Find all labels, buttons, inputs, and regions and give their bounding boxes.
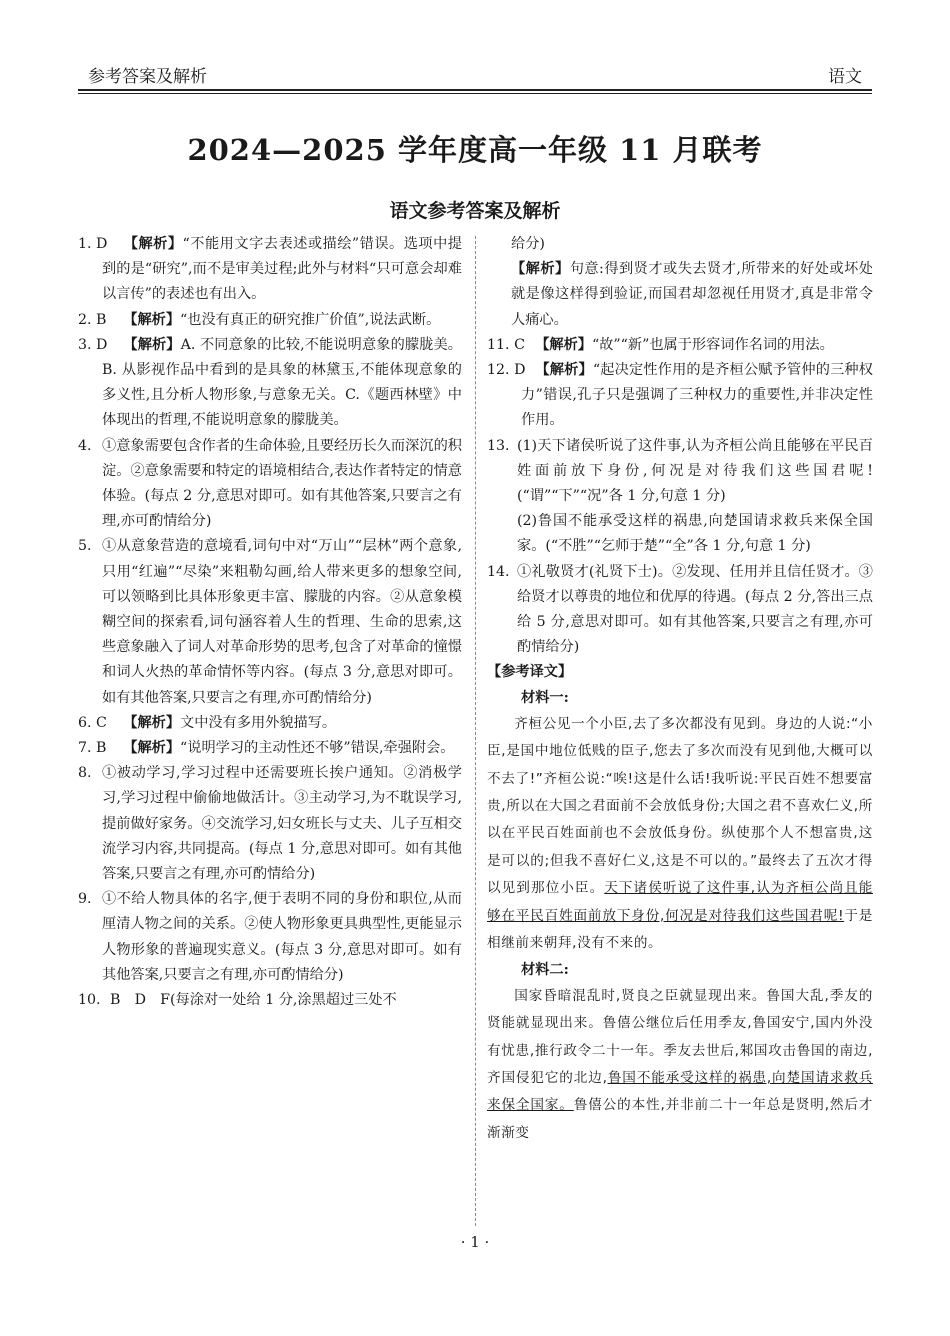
answer-item-10 bbox=[78, 988, 462, 1013]
item-text: ①不给人物具体的名字,便于表明不同的身份和职位,从而厘清人物之间的关系。②使人物形象更具典型性,更能显示人物形象的普遍现实意义。(每点 3 分,意思对即可。如有其他答案,只要言之有理,亦可酌情给分) bbox=[102, 891, 462, 983]
answer-item-6 bbox=[78, 711, 462, 736]
item-number: 4. bbox=[78, 437, 92, 454]
item-text: ①被动学习,学习过程中还需要班长挨户通知。②消极学习,学习过程中偷偷地做活计。③主动学习,为不耽误学习,提前做好家务。④交流学习,妇女班长与丈夫、儿子互相交流学习内容,共同提高。(每点 1 分,意思对即可。如有其他答案,只要言之有理,亦可酌情给分) bbox=[102, 765, 462, 883]
item-number: 7. B bbox=[78, 740, 107, 757]
analysis-tag: 【解析】 bbox=[123, 236, 183, 252]
item-number: 12. D bbox=[487, 362, 526, 379]
material-1-title: 材料一: bbox=[521, 689, 569, 706]
item-text: “起决定性作用的是齐桓公赋予管仲的三种权力”错误,孔子只是强调了三种权力的重要性,并非决定性作用。 bbox=[521, 362, 873, 429]
answer-item-7 bbox=[78, 736, 462, 761]
material-1-underlined: 天下诸侯听说了这件事,认为齐桓公尚且能够在平民百姓面前放下身份,何况是对待我们这些国君呢! bbox=[487, 880, 873, 924]
item-number: 6. C bbox=[78, 714, 107, 731]
item-number: 2. B bbox=[78, 311, 107, 328]
item-text: ①意象需要包含作者的生命体验,且要经历长久而深沉的积淀。②意象需要和特定的语境相结合,表达作者特定的情意体验。(每点 2 分,意思对即可。如有其他答案,只要言之有理,亦可酌情给分) bbox=[102, 437, 462, 530]
item-number: 5. bbox=[78, 538, 92, 555]
answer-item-12 bbox=[487, 358, 873, 434]
answer-item-4 bbox=[78, 434, 462, 535]
item-text: ①从意象营造的意境看,词句中对“万山”“层林”两个意象,只用“红遍”“尽染”来粗勒勾画,给人带来更多的想象空间,可以领略到比具体形象更丰富、朦胧的内容。②从意象模糊空间的探索看,词句涵容着人生的哲理、生命的思索,这些意象融入了词人对革命形势的思考,包含了对革命的憧憬和词人火热的革命情怀等内容。(每点 3 分,意思对即可。如有其他答案,只要言之有理,亦可酌情给分) bbox=[102, 538, 462, 706]
item-text: “不能用文字去表述或描绘”错误。选项中提到的是“研究”,而不是审美过程;此外与材料“只可意会却难以言传”的表述也有出入。 bbox=[102, 236, 462, 303]
answer-item-8 bbox=[78, 761, 462, 887]
material-2-text: 国家昏暗混乱时,贤良之臣就显现出来。鲁国大乱,季友的贤能就显现出来。鲁僖公继位后任用季友,鲁国安宁,国内外没有忧患,推行政令二十一年。季友去世后,邾国攻击鲁国的南边,齐国侵犯它的北边, bbox=[487, 987, 873, 1086]
item-10-analysis bbox=[487, 257, 873, 333]
item-10-continuation: 给分) bbox=[511, 236, 545, 252]
item-number: 1. D bbox=[78, 236, 108, 252]
item-text: A. 不同意象的比较,不能说明意象的朦胧美。B. 从影视作品中看到的是具象的林黛玉,不能体现意象的多义性,且分析人物形象,与意象无关。C.《题西林壁》中体现出的哲理,不能说明意象的朦胧美。 bbox=[102, 336, 462, 429]
right-column bbox=[487, 232, 873, 1147]
answer-item-13-part-2: (2)鲁国不能承受这样的祸患,向楚国请求救兵来保全国家。(“不胜”“乞师于楚”“全”各 1 分,句意 1 分) bbox=[517, 513, 873, 555]
header-rule-thin bbox=[78, 93, 872, 94]
item-number: 10. bbox=[78, 992, 101, 1009]
column-divider bbox=[475, 236, 476, 1226]
item-number: 9. bbox=[78, 891, 92, 908]
material-1-text-end: 于是相继前来朝拜,没有不来的。 bbox=[487, 907, 874, 952]
item-text: “也没有真正的研究推广价值”,说法武断。 bbox=[180, 311, 441, 328]
item-number: 11. C bbox=[487, 336, 525, 353]
item-number: 3. D bbox=[78, 336, 108, 353]
analysis-tag: 【解析】 bbox=[123, 740, 181, 757]
material-1-translation bbox=[487, 711, 873, 958]
answer-item-13-part-1 bbox=[487, 434, 873, 510]
item-text: 文中没有多用外貌描写。 bbox=[180, 714, 337, 731]
item-text: “说明学习的主动性还不够”错误,牵强附会。 bbox=[180, 740, 455, 757]
analysis-tag: 【解析】 bbox=[123, 336, 181, 353]
page-number: · 1 · bbox=[460, 1233, 490, 1251]
header-left-label: 参考答案及解析 bbox=[88, 67, 207, 87]
answer-item-9 bbox=[78, 887, 462, 988]
item-text: 句意:得到贤才或失去贤才,所带来的好处或坏处就是像这样得到验证,而国君却忽视任用贤才,真是非常令人痛心。 bbox=[511, 261, 873, 328]
analysis-tag: 【解析】 bbox=[511, 261, 570, 278]
analysis-tag: 【解析】 bbox=[123, 311, 181, 328]
item-text: B D F(每涂对一处给 1 分,涂黑超过三处不 bbox=[110, 992, 397, 1009]
answer-item-2 bbox=[78, 308, 462, 333]
item-number: 8. bbox=[78, 765, 92, 782]
item-text: (1)天下诸侯听说了这件事,认为齐桓公尚且能够在平民百姓面前放下身份,何况是对待我们这些国君呢!(“谓”“下”“况”各 1 分,句意 1 分) bbox=[517, 437, 873, 505]
answer-item-3 bbox=[78, 333, 462, 434]
analysis-tag: 【解析】 bbox=[123, 714, 181, 731]
material-2-title: 材料二: bbox=[521, 961, 569, 978]
item-text: ①礼敬贤才(礼贤下士)。②发现、任用并且信任贤才。③给贤才以尊贵的地位和优厚的待遇。(每点 2 分,答出三点给 5 分,意思对即可。如有其他答案,只要言之有理,亦可酌情给分) bbox=[517, 563, 873, 656]
page-title: 2024—2025 学年度高一年级 11 月联考 bbox=[187, 133, 763, 167]
material-2-underlined: 鲁国不能承受这样的祸患,向楚国请求救兵来保全国家。 bbox=[487, 1069, 873, 1114]
answer-item-1 bbox=[78, 232, 462, 308]
analysis-tag: 【解析】 bbox=[535, 336, 592, 353]
item-number: 14. bbox=[487, 563, 510, 580]
translation-heading: 【参考译文】 bbox=[487, 664, 573, 681]
item-number: 13. bbox=[487, 437, 510, 454]
header-subject-label: 语文 bbox=[828, 67, 862, 87]
left-column bbox=[78, 232, 462, 1013]
material-1-text: 齐桓公见一个小臣,去了多次都没有见到。身边的人说:“小臣,是国中地位低贱的臣子,您去了多次而没有见到他,大概可以不去了!”齐桓公说:“唉!这是什么话!我听说:平民百姓不想要富贵,所以在大国之君面前不会放低身份;大国之君不喜欢仁义,所以在平民百姓面前也不会放低身份。纵使那个人不想富贵,这是可以的;但我不喜好仁义,这是不可以的。”最终去了五次才得以见到那位小臣。 bbox=[487, 715, 873, 897]
answer-item-14 bbox=[487, 560, 873, 661]
header-rule bbox=[78, 89, 872, 91]
material-2-text-end: 鲁僖公的本性,并非前二十一年总是贤明,然后才渐渐变 bbox=[487, 1097, 873, 1141]
page-subtitle: 语文参考答案及解析 bbox=[389, 200, 561, 222]
item-text: “故”“新”也属于形容词作名词的用法。 bbox=[591, 336, 834, 353]
material-2-translation bbox=[487, 983, 873, 1147]
answer-item-11 bbox=[487, 333, 873, 358]
analysis-tag: 【解析】 bbox=[535, 362, 593, 379]
answer-item-5 bbox=[78, 534, 462, 710]
